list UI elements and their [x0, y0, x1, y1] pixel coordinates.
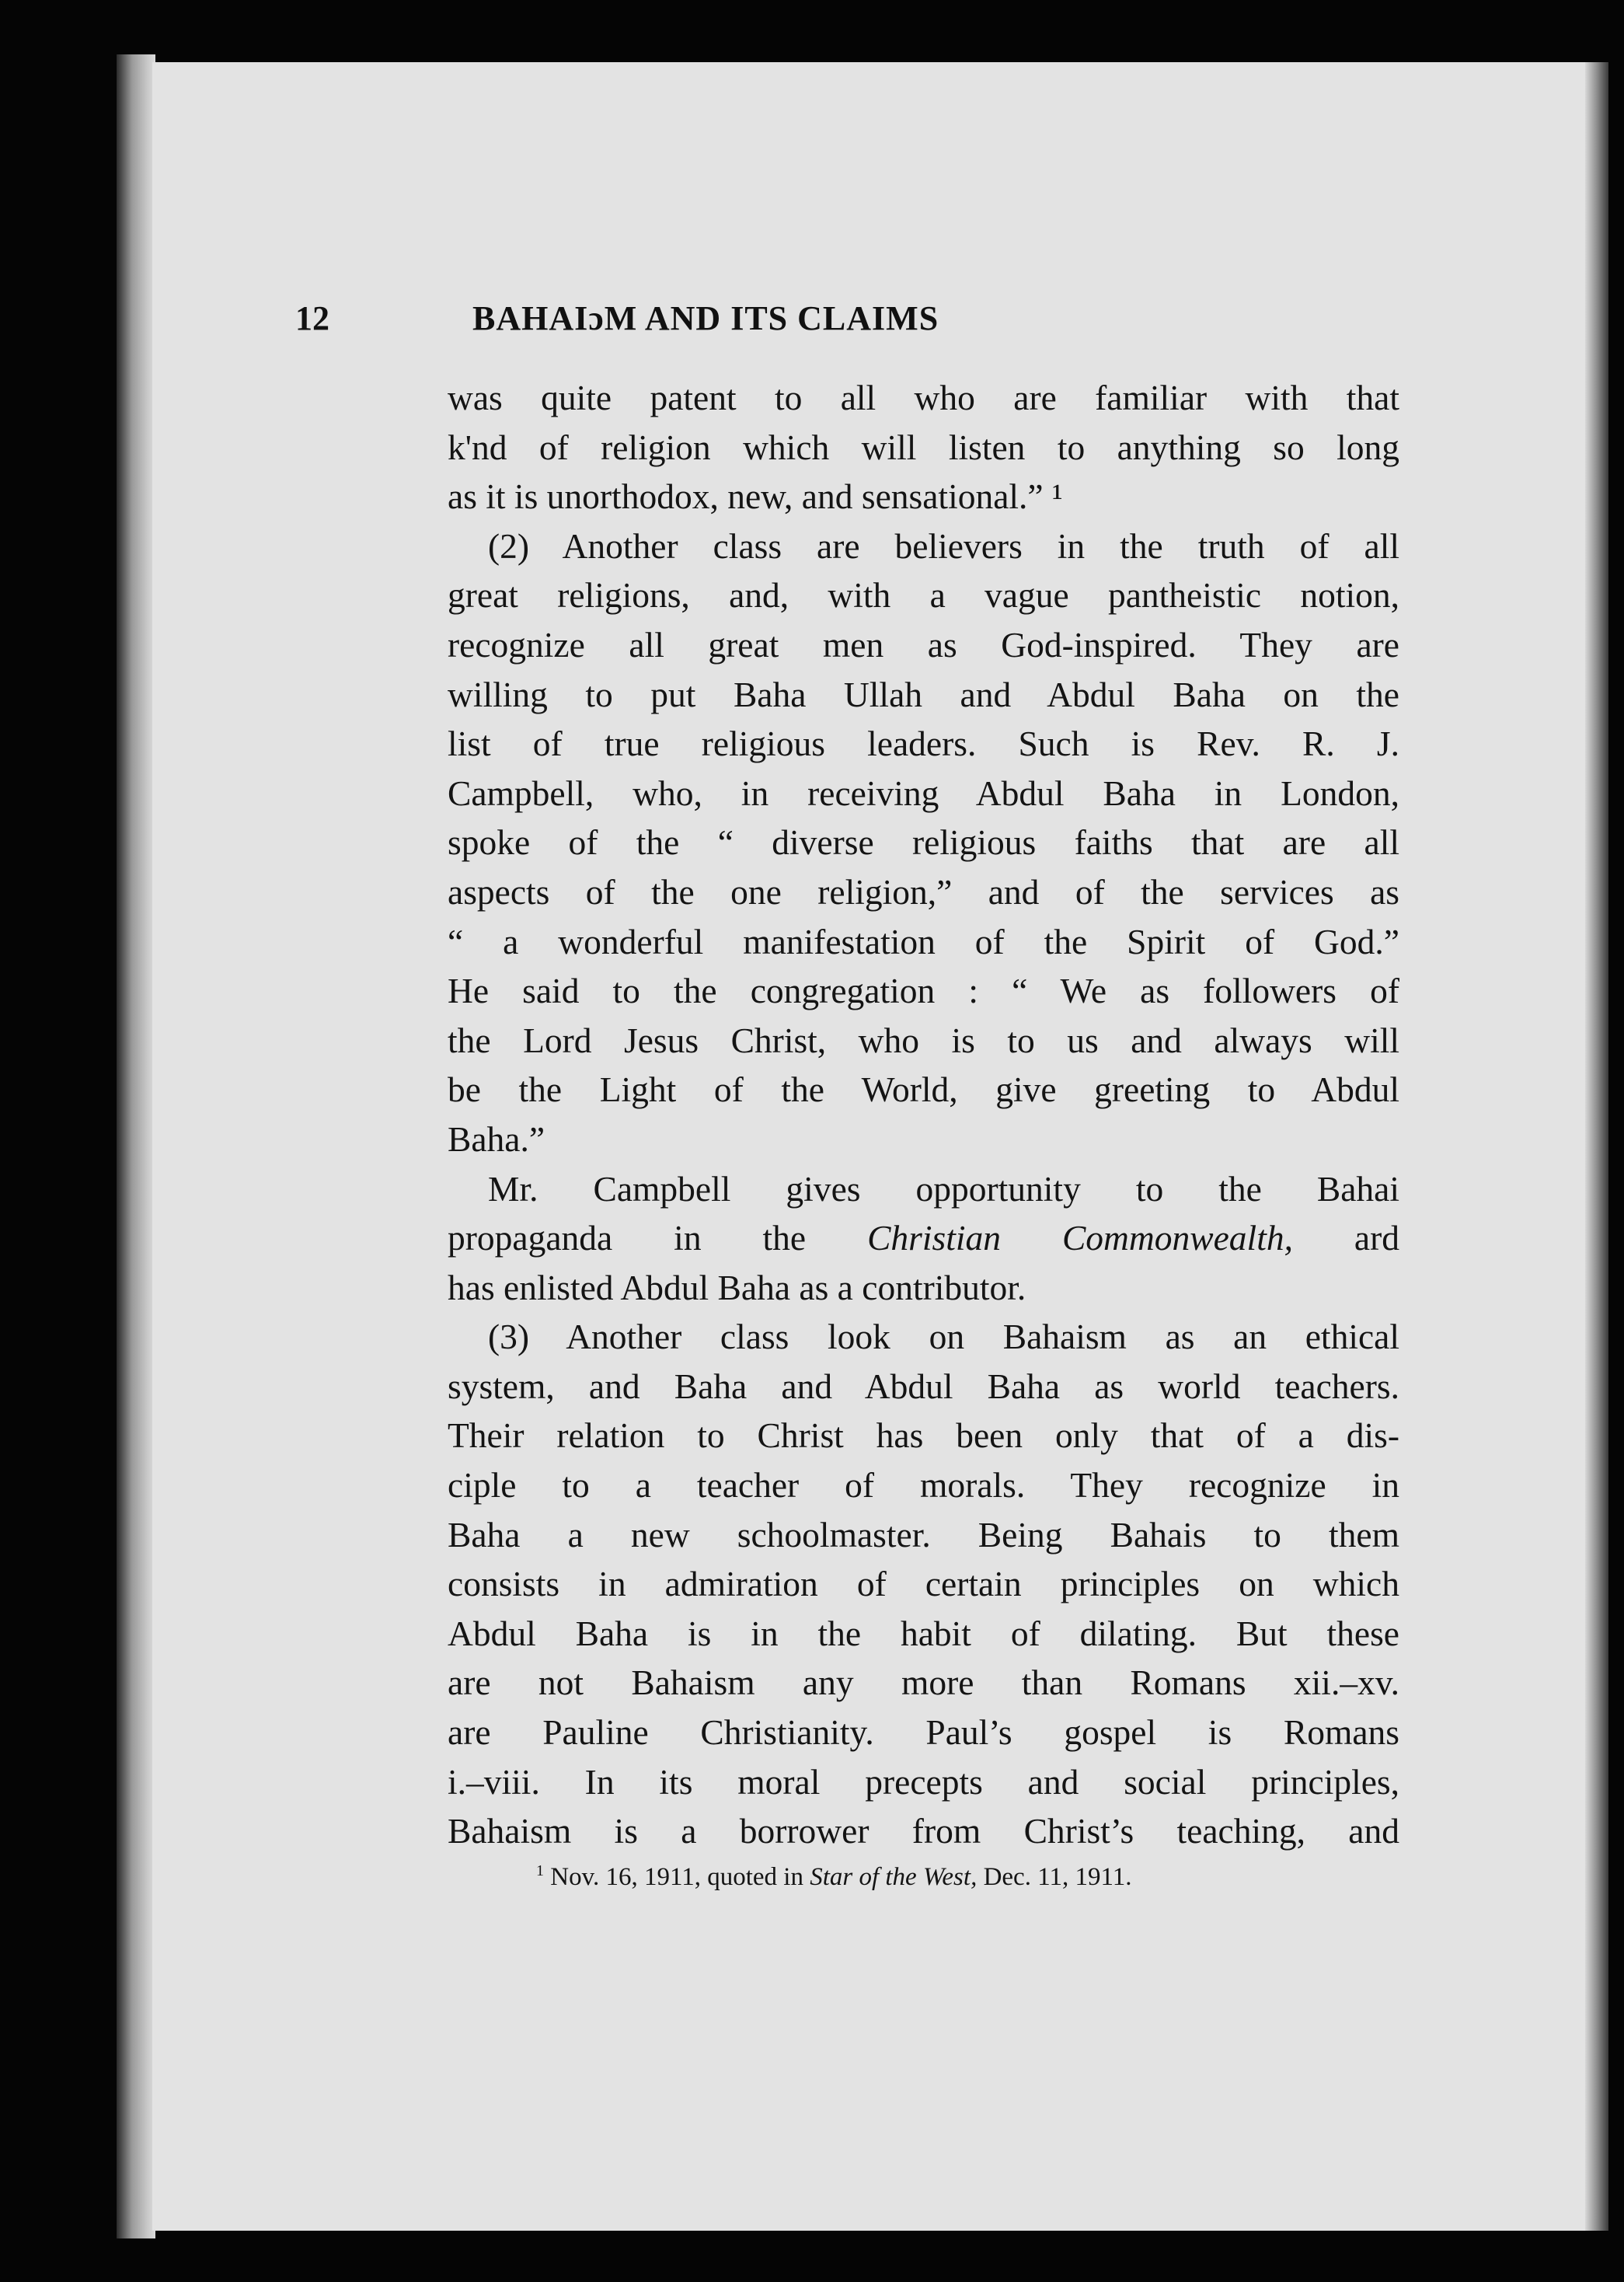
- body-line: the Lord Jesus Christ, who is to us and always will: [448, 1020, 1399, 1060]
- body-text: [448, 373, 1399, 1856]
- body-line: He said to the congregation : “ We as followers of: [448, 971, 1399, 1011]
- body-line: Baha.”: [448, 1118, 545, 1159]
- body-line: ciple to a teacher of morals. They recognize in: [448, 1465, 1399, 1506]
- running-title: BAHAIɔM AND ITS CLAIMS: [472, 299, 939, 337]
- body-line: Campbell, who, in receiving Abdul Baha in London,: [448, 773, 1399, 813]
- body-line: k'nd of religion which will listen to anything so long: [448, 427, 1399, 467]
- body-line: (3) Another class look on Bahaism as an ethical: [488, 1317, 1399, 1357]
- footnote-source-title: Star of the West,: [810, 1863, 978, 1891]
- body-line: has enlisted Abdul Baha as a contributor.: [448, 1267, 1026, 1307]
- body-line: Mr. Campbell gives opportunity to the Bahai: [488, 1168, 1399, 1209]
- body-line: are Pauline Christianity. Paul’s gospel is Romans: [448, 1712, 1399, 1753]
- body-line: recognize all great men as God-inspired. They are: [448, 624, 1399, 665]
- body-line: system, and Baha and Abdul Baha as world teachers.: [448, 1366, 1399, 1406]
- body-line-with-italic: [448, 1213, 1399, 1263]
- body-line: be the Light of the World, give greeting to Abdul: [448, 1069, 1399, 1110]
- body-line: Their relation to Christ has been only that of a dis-: [448, 1415, 1399, 1456]
- body-line: “ a wonderful manifestation of the Spirit of God.”: [448, 921, 1399, 961]
- scan-left-edge: [117, 54, 155, 2238]
- body-line: Baha a new schoolmaster. Being Bahais to them: [448, 1514, 1399, 1554]
- page-number: 12: [295, 299, 329, 337]
- page-header: [295, 298, 1204, 345]
- body-line: willing to put Baha Ullah and Abdul Baha on the: [448, 674, 1399, 714]
- body-line-end: ard: [1354, 1218, 1400, 1258]
- footnote-text-start: Nov. 16, 1911, quoted in: [550, 1863, 803, 1891]
- body-line: consists in admiration of certain principles on which: [448, 1564, 1399, 1604]
- magazine-title: Christian Commonwealth,: [867, 1218, 1293, 1258]
- body-line: (2) Another class are believers in the truth of all: [488, 525, 1399, 566]
- body-line: i.–viii. In its moral precepts and social principles,: [448, 1761, 1399, 1802]
- footnote-text-end: Dec. 11, 1911.: [983, 1863, 1132, 1891]
- body-line: as it is unorthodox, new, and sensational.” ¹: [448, 476, 1063, 517]
- body-line: aspects of the one religion,” and of the services as: [448, 871, 1399, 912]
- body-line: spoke of the “ diverse religious faiths that are all: [448, 822, 1399, 863]
- body-line: list of true religious leaders. Such is Rev. R. J.: [448, 724, 1399, 764]
- scan-right-edge: [1585, 62, 1608, 2231]
- footnote-marker: 1: [536, 1862, 544, 1879]
- body-line: Bahaism is a borrower from Christ’s teaching, and: [448, 1811, 1399, 1851]
- body-line: great religions, and, with a vague pantheistic notion,: [448, 575, 1399, 616]
- body-line: was quite patent to all who are familiar with that: [448, 378, 1399, 417]
- body-line: are not Bahaism any more than Romans xii.–xv.: [448, 1663, 1399, 1703]
- body-line: Abdul Baha is in the habit of dilating. But these: [448, 1613, 1399, 1653]
- footnote: [536, 1862, 1132, 1892]
- body-line-start: propaganda in the: [448, 1218, 807, 1258]
